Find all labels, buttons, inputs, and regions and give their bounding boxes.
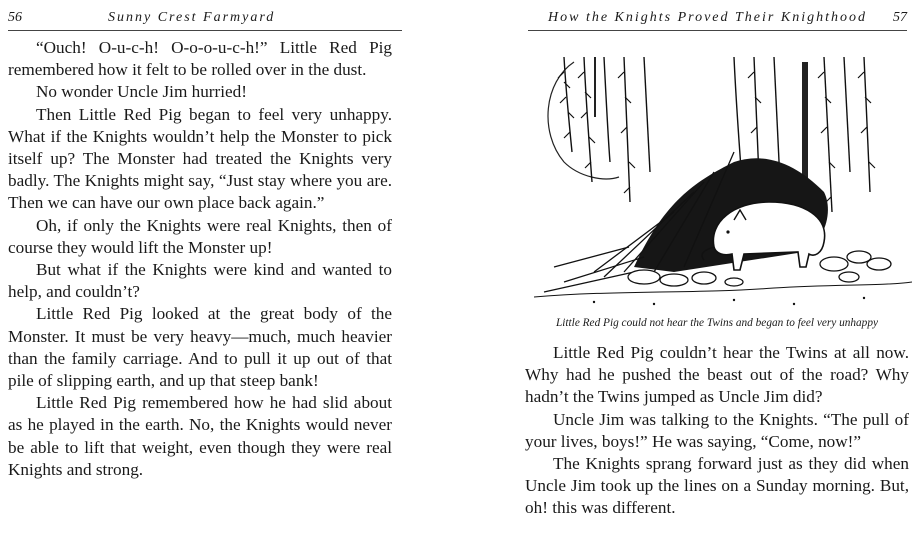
paragraph: The Knights sprang forward just as they did when Uncle Jim took up the lines on a Sunday morning. But, oh! this was different. [525, 454, 909, 518]
paragraph: Oh, if only the Knights were real Knights, then of course they would lift the Monster up! [8, 215, 392, 257]
pig-illustration [534, 42, 912, 312]
paragraph: “Ouch! O-u-c-h! O-o-o-u-c-h!” Little Red Pig remembered how it felt to be rolled over in the dust. [8, 38, 392, 80]
paragraph: But what if the Knights were kind and wanted to help, and couldn’t? [8, 260, 392, 302]
left-page-number: 56 [8, 10, 22, 25]
left-page [0, 0, 410, 560]
right-page [520, 0, 915, 560]
left-running-title: Sunny Crest Farmyard [108, 10, 276, 25]
right-running-title: How the Knights Proved Their Knighthood [548, 10, 867, 25]
right-page-number: 57 [893, 10, 907, 25]
paragraph: Then Little Red Pig began to feel very unhappy. What if the Knights wouldn’t help the Monster to pick itself up? The Monster had treated the Knights very badly. The Knights might say, “Just stay where you are. Then we can have our own place back again.” [8, 104, 392, 213]
paragraph: Uncle Jim was talking to the Knights. “The pull of your lives, boys!” He was saying, “Come, now!” [525, 409, 909, 451]
right-body-text [525, 342, 909, 520]
illustration-caption: Little Red Pig could not hear the Twins and began to feel very unhappy [555, 317, 878, 329]
paragraph: Little Red Pig remembered how he had slid about as he played in the earth. No, the Knights would never be able to lift that weight, even though they were real Knights and strong. [8, 393, 392, 479]
paragraph: No wonder Uncle Jim hurried! [36, 82, 247, 102]
paragraph: Little Red Pig couldn’t hear the Twins at all now. Why had he pushed the beast out of the road? Why hadn’t the Twins jumped as Uncle Jim did? [525, 343, 909, 407]
paragraph: Little Red Pig looked at the great body of the Monster. It must be very heavy—much, much heavier than the family carriage. And to pull it up out of that pile of slipping earth, and up that steep bank! [8, 304, 392, 391]
right-running-head [528, 8, 907, 31]
left-body-text [8, 37, 392, 481]
left-running-head [8, 8, 402, 31]
